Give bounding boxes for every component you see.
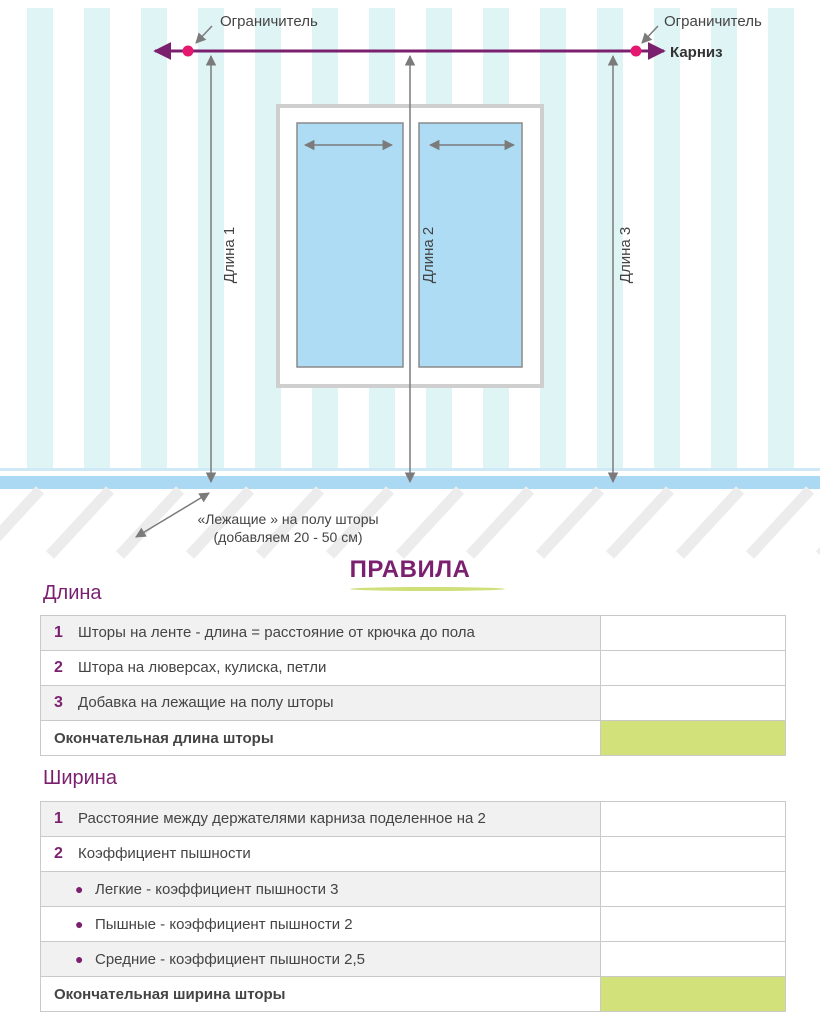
row-text: Легкие - коэффициент пышности 3 <box>95 880 339 898</box>
table-row <box>41 837 786 872</box>
bullet-icon: ● <box>75 880 84 897</box>
value-cell[interactable] <box>601 907 786 942</box>
row-text: Коэффициент пышности <box>78 845 251 862</box>
row-text: Расстояние между держателями карниза поделенное на 2 <box>78 810 486 827</box>
final-length-value[interactable] <box>601 721 786 756</box>
final-width-value[interactable] <box>601 977 786 1012</box>
final-length-label: Окончательная длина шторы <box>41 721 601 756</box>
row-text: Пышные - коэффициент пышности 2 <box>95 915 353 933</box>
row-text: Средние - коэффициент пышности 2,5 <box>95 950 366 968</box>
bullet-icon: ● <box>75 950 84 967</box>
table-row <box>41 907 786 942</box>
length1-label: Длина 1 <box>221 226 238 284</box>
length2-label: Длина 2 <box>420 226 437 284</box>
value-cell[interactable] <box>601 616 786 651</box>
width-table <box>40 801 786 1012</box>
row-number: 2 <box>54 659 63 676</box>
final-width-label: Окончательная ширина шторы <box>41 977 601 1012</box>
bullet-icon: ● <box>75 915 84 932</box>
table-row <box>41 872 786 907</box>
table-row-final <box>41 721 786 756</box>
value-cell[interactable] <box>601 942 786 977</box>
row-number: 1 <box>54 624 63 641</box>
value-cell[interactable] <box>601 686 786 721</box>
value-cell[interactable] <box>601 837 786 872</box>
limiter-right-label: Ограничитель <box>664 13 762 30</box>
row-number: 1 <box>54 810 63 827</box>
floor-note-line2: (добавляем 20 - 50 см) <box>213 529 363 545</box>
table-row <box>41 651 786 686</box>
table-row <box>41 802 786 837</box>
table-row <box>41 942 786 977</box>
floor-hatching <box>0 490 820 555</box>
stopper-left <box>183 46 194 57</box>
row-text: Шторы на ленте - длина = расстояние от крючка до пола <box>78 624 475 641</box>
rules-title-underline <box>350 587 505 591</box>
length-table <box>40 615 786 756</box>
value-cell[interactable] <box>601 651 786 686</box>
window-pane-left <box>297 123 403 367</box>
row-text: Штора на люверсах, кулиска, петли <box>78 659 327 676</box>
rules-title: ПРАВИЛА <box>349 556 471 583</box>
row-text: Добавка на лежащие на полу шторы <box>78 694 334 711</box>
rod-label: Карниз <box>670 44 723 61</box>
length3-label: Длина 3 <box>617 226 634 284</box>
width-section-title: Ширина <box>43 767 117 789</box>
limiter-left-label: Ограничитель <box>220 13 318 30</box>
length-section-title: Длина <box>43 582 102 604</box>
table-row-final <box>41 977 786 1012</box>
row-number: 3 <box>54 694 63 711</box>
stopper-right <box>631 46 642 57</box>
table-row <box>41 686 786 721</box>
row-number: 2 <box>54 845 63 862</box>
value-cell[interactable] <box>601 872 786 907</box>
floor-note-line1: «Лежащие » на полу шторы <box>197 511 379 527</box>
table-row <box>41 616 786 651</box>
value-cell[interactable] <box>601 802 786 837</box>
